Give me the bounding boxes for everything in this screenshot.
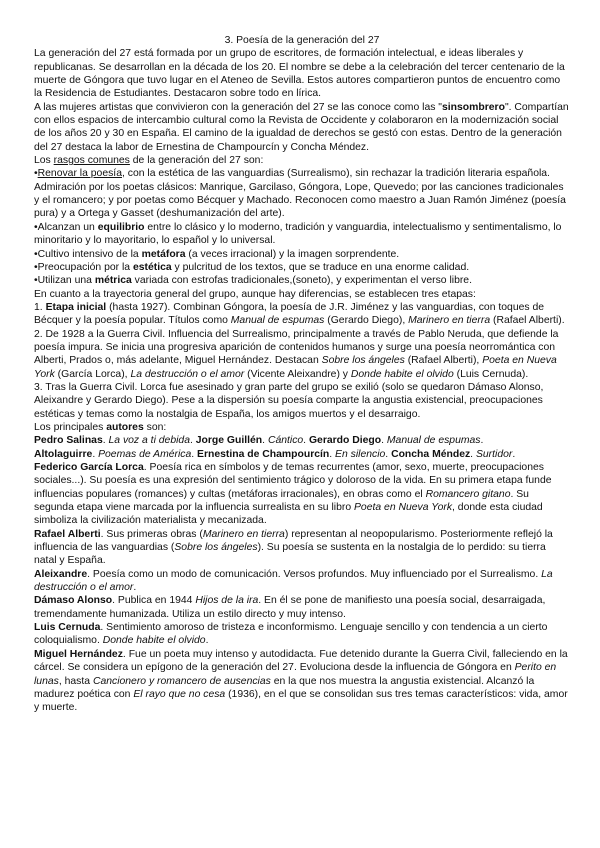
author-name: Jorge Guillén	[195, 435, 263, 447]
text-span: Los	[34, 155, 54, 167]
bold-term: metáfora	[141, 248, 186, 260]
text-span: en la que nos muestra la angustia existencial. Alcanzó la madurez poética con	[34, 675, 535, 700]
etapas-intro: En cuanto a la trayectoria general del grupo, aunque hay diferencias, se establecen tres etapas:	[34, 288, 476, 300]
work-title: La destrucción o el amor	[34, 568, 553, 594]
autores-heading	[34, 421, 570, 434]
author-name: Miguel Hernández	[34, 648, 123, 660]
work-title: Sobre los ángeles	[321, 355, 405, 367]
text-span: . Poesía como un modo de comunicación. Versos profundos. Muy influenciado por el Surrealismo.	[87, 568, 542, 580]
text-span: . Sentimiento amoroso de tristeza e inconformismo. Lenguaje sencillo y con tendencia a un cierto coloquialismo.	[34, 622, 548, 647]
rasgos-heading	[34, 154, 570, 167]
text-span: A las mujeres artistas que convivieron con la generación del 27 se las conoce como las "	[34, 101, 442, 113]
text-span: ). Su poesía se sustenta en la nostalgia de lo perdido: su tierra natal y España.	[34, 542, 546, 567]
text-span: .	[189, 435, 196, 447]
text-span: . Sus primeras obras (	[100, 528, 203, 540]
text-span: variada con estrofas tradicionales,(soneto), y experimentan el verso libre.	[131, 275, 472, 287]
text-span: 1.	[34, 301, 46, 313]
author-name: Gerardo Diego	[308, 435, 382, 447]
text-span: (García Lorca),	[54, 368, 131, 380]
text-span: (Rafael Alberti).	[490, 315, 565, 327]
text-span: •Preocupación por la	[34, 261, 133, 273]
author-name: Concha Méndez	[391, 448, 471, 460]
work-title: Hijos de la ira	[195, 595, 259, 607]
work-title: Donde habite el olvido	[350, 368, 454, 380]
text-span: ". Compartían con ellos espacios de intercambio cultural como la Revista de Occidente y colaboraron en la modernización social de los años 20 y 30 en España. El camino de la igualdad de derechos se gestó con estas. Dentro de la generación del 27 destaca la labor de Ernestina de Champourcín y Concha Méndez.	[34, 101, 569, 153]
underlined-term: Renovar la poesía	[37, 168, 122, 180]
work-title: Romancero gitano	[425, 488, 511, 500]
text-span: . Su segunda etapa viene marcada por la influencia surrealista en su libro	[34, 488, 529, 514]
text-span: . Fue un poeta muy intenso y autodidacta. Fue detenido durante la Guerra Civil, falleciendo en la cárcel. Se considera un epígono de la generación del 27. Evoluciona desde la influencia de Góngora en	[34, 648, 568, 674]
rasgos-link[interactable]: rasgos comunes	[53, 155, 130, 167]
text-span: ) representan al neopopularismo. Posteriormente reflejó la influencia de las vanguardias (	[34, 528, 553, 554]
text-span: (1936), en el que se consolidan sus tres temas característicos: vida, amor y muerte.	[34, 688, 568, 714]
work-title: El rayo que no cesa	[133, 688, 226, 700]
text-span: .	[470, 448, 476, 460]
author-name: Dámaso Alonso	[34, 595, 113, 607]
rasgo-item	[34, 274, 570, 287]
text-span: .	[329, 448, 336, 460]
work-title: Manual de espumas	[386, 435, 481, 447]
text-span: . Publica en 1944	[112, 595, 196, 607]
text-span: .	[205, 635, 209, 647]
text-span: .	[480, 435, 484, 447]
rasgo-item	[34, 261, 570, 274]
work-title: Poeta en Nueva York	[34, 355, 557, 380]
author-aleixandre	[34, 568, 570, 595]
rasgo-item	[34, 221, 570, 248]
bold-term: métrica	[94, 275, 132, 287]
text-span: (Vicente Aleixandre) y	[244, 368, 351, 380]
autores-list-line-2	[34, 448, 570, 461]
author-name: Aleixandre	[34, 568, 88, 580]
page-title: 3. Poesía de la generación del 27	[224, 35, 380, 46]
text-span: .	[385, 448, 392, 460]
intro-paragraph: La generación del 27 está formada por un grupo de escritores, de formación intelectual, e ideas liberales y republicanas. Se desarrollan en la década de los 20. El nombre se debe a la celebración del tercer centenario de la muerte de Góngora que tuvo lugar en el Ateneo de Sevilla. Estos autores compartieron puntos de encuentro como la Residencia de Estudiantes. Destacaron sobre todo en lírica.	[34, 48, 565, 100]
etapa-1	[34, 301, 570, 328]
author-hernandez	[34, 648, 570, 715]
text-span: (Gerardo Diego),	[324, 315, 409, 327]
text-span: , hasta	[58, 675, 93, 687]
work-title: Donde habite el olvido	[102, 635, 206, 647]
bold-term: Etapa inicial	[45, 301, 107, 313]
etapa-2	[34, 328, 570, 381]
text-span: 2. De 1928 a la Guerra Civil. Influencia del Surrealismo, principalmente a través de Pablo Neruda, que defiende la poesía impura. Se inicia una progresiva aparición de contenidos humanos y surge una poesía neorromántica con Alberti, Prados o, más adelante, Miguel Hernández. Destacan	[34, 328, 559, 367]
text-span: •Utilizan una	[34, 275, 95, 287]
bold-term: autores	[106, 421, 144, 433]
rasgo-item	[34, 167, 570, 220]
text-span: .	[381, 435, 387, 447]
autores-list-line-1	[34, 434, 570, 447]
author-name: Pedro Salinas	[34, 435, 103, 447]
text-span: .	[102, 435, 109, 447]
author-damaso	[34, 594, 570, 621]
work-title: Poemas de América	[98, 448, 192, 460]
work-title: Perito en lunas	[34, 662, 557, 687]
work-title: Manual de espumas	[230, 315, 325, 327]
bold-term: sinsombrero	[442, 101, 505, 113]
text-span: (Luis Cernuda).	[453, 368, 529, 380]
author-cernuda	[34, 621, 570, 648]
text-span: Los principales	[34, 421, 107, 433]
author-name: Luis Cernuda	[34, 622, 101, 634]
text-span: •Alcanzan un	[34, 221, 98, 233]
work-title: Marinero en tierra	[202, 528, 285, 540]
bold-term: estética	[132, 261, 172, 273]
work-title: La destrucción o el amor	[130, 368, 245, 380]
text-span: , donde esta ciudad simboliza la civilización materialista y mecanizada.	[34, 502, 543, 527]
text-span: de la generación del 27 son:	[129, 155, 264, 167]
text-span: .	[512, 448, 516, 460]
author-name: Altolaguirre	[34, 448, 93, 460]
author-alberti	[34, 528, 570, 568]
text-span: (Rafael Alberti),	[404, 355, 483, 367]
text-span: •Cultivo intensivo de la	[34, 248, 142, 260]
text-span: son:	[143, 421, 167, 433]
bullet: •	[34, 168, 38, 180]
text-span: . En él se pone de manifiesto una poesía social, desarraigada, tremendamente humanizada. Utiliza un estilo directo y muy intenso.	[34, 595, 546, 620]
work-title: Poeta en Nueva York	[354, 502, 453, 514]
work-title: Sobre los ángeles	[174, 542, 258, 554]
work-title: Cancionero y romancero de ausencias	[92, 675, 271, 687]
text-span: .	[133, 582, 137, 594]
text-span: (hasta 1927). Combinan Góngora, la poesía de J.R. Jiménez y las vanguardias, con toques de Bécquer y la poesía popular. Títulos como	[34, 301, 545, 327]
work-title: Marinero en tierra	[408, 315, 491, 327]
sinsombrero-paragraph	[34, 101, 570, 154]
work-title: Cántico	[267, 435, 304, 447]
text-span: entre lo clásico y lo moderno, tradición y vanguardia, intelectualismo y sentimentalismo, lo minoritario y lo mayoritario, lo español y lo universal.	[34, 221, 562, 247]
work-title: La voz a ti debida	[108, 435, 190, 447]
bold-term: equilibrio	[97, 221, 145, 233]
text-span: (a veces irracional) y la imagen sorprendente.	[185, 248, 400, 260]
author-lorca	[34, 461, 570, 528]
text-span: , con la estética de las vanguardias (Surrealismo), sin rechazar la tradición literaria española. Admiración por los poetas clásicos: Manrique, Garcilaso, Góngora, Lope, Quevedo; por las canciones tradicionales y el romancero; y por poetas como Bécquer y Machado. Reconocen como maestro a Juan Ramón Jiménez (poesía pura) y a Ortega y Gasset (deshumanización del arte).	[34, 168, 566, 220]
text-span: .	[262, 435, 268, 447]
author-name: Federico García Lorca	[34, 462, 144, 473]
work-title: En silencio	[335, 448, 386, 460]
author-name: Ernestina de Champourcín	[197, 448, 330, 460]
text-span: .	[303, 435, 309, 447]
work-title: Surtidor	[475, 448, 513, 460]
rasgo-item	[34, 248, 570, 261]
text-span: y pulcritud de los textos, que se traduce en una enorme calidad.	[171, 261, 470, 273]
text-span: .	[92, 448, 99, 460]
text-span: . Poesía rica en símbolos y de temas recurrentes (amor, sexo, muerte, preocupaciones sociales...). Su poesía es una expresión del sentimiento trágico y doloroso de la vida. En su primera etapa funde influencias populares (romances) y cultas (metáforas irracionales), en obras como el	[34, 462, 552, 500]
text-span: .	[191, 448, 198, 460]
author-name: Rafael Alberti	[34, 528, 101, 540]
etapa-3: 3. Tras la Guerra Civil. Lorca fue asesinado y gran parte del grupo se exilió (solo se quedaron Dámaso Alonso, Aleixandre y Gerardo Diego). Pese a la dispersión su poesía comparte la angustia existencial, preocupaciones estéticas y temas como la nostalgia de España, los amigos muertos y el desarraigo.	[34, 381, 544, 420]
